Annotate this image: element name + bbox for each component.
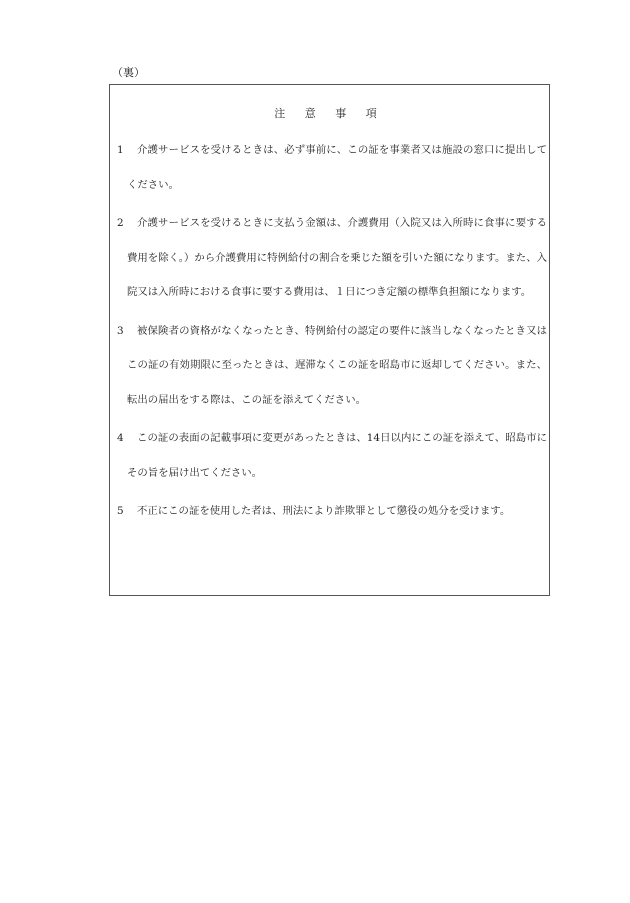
item-number: 1 [117, 144, 124, 156]
item-text: 不正にこの証を使用した者は、刑法により詐欺罪として懲役の処分を受けます。 [137, 505, 511, 517]
item-text: 介護サービスを受けるときは、必ず事前に、この証を事業者又は施設の窓口に提出してください。 [127, 144, 547, 191]
notice-item-1 [117, 133, 547, 202]
item-text: 被保険者の資格がなくなったとき、特例給付の認定の要件に該当しなくなったとき又はこの証の有効期限に至ったときは、遅滞なくこの証を昭島市に返却してください。また、転出の届出をする際は、この証を添えてください。 [127, 324, 547, 406]
notice-title: 注 意 事 項 [274, 107, 385, 120]
notice-item-5 [117, 494, 547, 529]
item-number: 4 [117, 432, 124, 444]
notice-list [117, 133, 547, 533]
notice-item-3 [117, 314, 547, 418]
item-text: 介護サービスを受けるときに支払う金額は、介護費用（入院又は入所時に食事に要する費用を除く。）から介護費用に特例給付の割合を乗じた額を引いた額になります。また、入院又は入所時における食事に要する費用は、１日につき定額の標準負担額になります。 [127, 217, 547, 298]
notice-item-4 [117, 421, 547, 490]
notice-box [109, 84, 550, 596]
notice-item-2 [117, 206, 547, 310]
item-text: この証の表面の記載事項に変更があったときは、14日以内にこの証を添えて、昭島市にその旨を届け出てください。 [127, 432, 547, 479]
item-number: 5 [117, 505, 124, 517]
reverse-side-label: （裏） [112, 66, 145, 79]
item-number: 2 [117, 217, 124, 229]
item-number: 3 [117, 324, 124, 337]
